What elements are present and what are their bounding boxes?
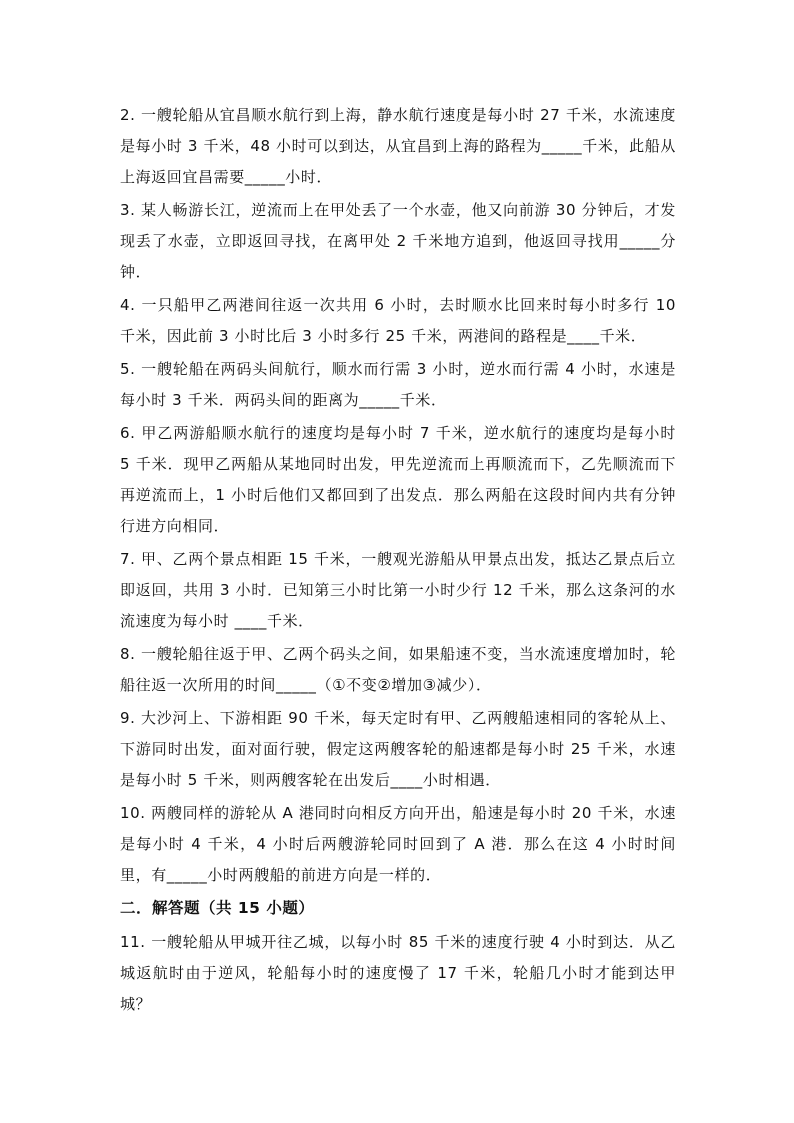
- problem-text: 两艘同样的游轮从 A 港同时向相反方向开出，船速是每小时 20 千米，水速是每小时 4 千米，4 小时后两艘游轮同时回到了 A 港．那么在这 4 小时时间里，有_____小时两艘船的前进方向是一样的．: [120, 804, 676, 884]
- problem-number: 4.: [120, 296, 136, 314]
- problem-text: 某人畅游长江，逆流而上在甲处丢了一个水壶，他又向前游 30 分钟后，才发现丢了水壶，立即返回寻找，在离甲处 2 千米地方追到，他返回寻找用_____分钟．: [120, 201, 676, 281]
- problem-number: 2.: [120, 106, 136, 124]
- problem-number: 5.: [120, 360, 136, 378]
- section-heading: 二．解答题（共 15 小题）: [120, 899, 315, 917]
- problem-number: 8.: [120, 645, 136, 663]
- problem-9: [120, 703, 676, 796]
- problem-number: 9.: [120, 709, 136, 727]
- problem-number: 11.: [120, 933, 146, 951]
- problem-text: 大沙河上、下游相距 90 千米，每天定时有甲、乙两艘船速相同的客轮从上、下游同时出发，面对面行驶，假定这两艘客轮的船速都是每小时 25 千米，水速是每小时 5 千米，则两艘客轮在出发后____小时相遇．: [120, 709, 676, 789]
- problem-number: 6.: [120, 424, 136, 442]
- problem-text: 一艘轮船往返于甲、乙两个码头之间，如果船速不变，当水流速度增加时，轮船往返一次所用的时间_____（①不变②增加③减少）．: [120, 645, 676, 694]
- problem-text: 一艘轮船从宜昌顺水航行到上海，静水航行速度是每小时 27 千米，水流速度是每小时 3 千米，48 小时可以到达，从宜昌到上海的路程为_____千米，此船从上海返回宜昌需要_____小时．: [120, 106, 676, 186]
- problem-11: [120, 927, 676, 1020]
- problem-text: 一只船甲乙两港间往返一次共用 6 小时，去时顺水比回来时每小时多行 10 千米，因此前 3 小时比后 3 小时多行 25 千米，两港间的路程是____千米．: [120, 296, 676, 345]
- problem-7: [120, 544, 676, 637]
- problem-10: [120, 798, 676, 891]
- problem-number: 10.: [120, 804, 146, 822]
- problem-2: [120, 100, 676, 193]
- problem-5: [120, 354, 676, 416]
- problem-number: 7.: [120, 550, 136, 568]
- problem-3: [120, 195, 676, 288]
- problem-text: 甲、乙两个景点相距 15 千米，一艘观光游船从甲景点出发，抵达乙景点后立即返回，共用 3 小时．已知第三小时比第一小时少行 12 千米，那么这条河的水流速度为每小时 ____千米．: [120, 550, 676, 630]
- problem-text: 一艘轮船在两码头间航行，顺水而行需 3 小时，逆水而行需 4 小时，水速是每小时 3 千米．两码头间的距离为_____千米．: [120, 360, 676, 409]
- problem-8: [120, 639, 676, 701]
- problem-text: 甲乙两游船顺水航行的速度均是每小时 7 千米，逆水航行的速度均是每小时 5 千米．现甲乙两船从某地同时出发，甲先逆流而上再顺流而下，乙先顺流而下再逆流而上，1 小时后他们又都回到了出发点．那么两船在这段时间内共有分钟行进方向相同．: [120, 424, 676, 535]
- problem-6: [120, 418, 676, 542]
- problem-text: 一艘轮船从甲城开往乙城，以每小时 85 千米的速度行驶 4 小时到达．从乙城返航时由于逆风，轮船每小时的速度慢了 17 千米，轮船几小时才能到达甲城？: [120, 933, 677, 1013]
- problem-4: [120, 290, 676, 352]
- problem-number: 3.: [120, 201, 136, 219]
